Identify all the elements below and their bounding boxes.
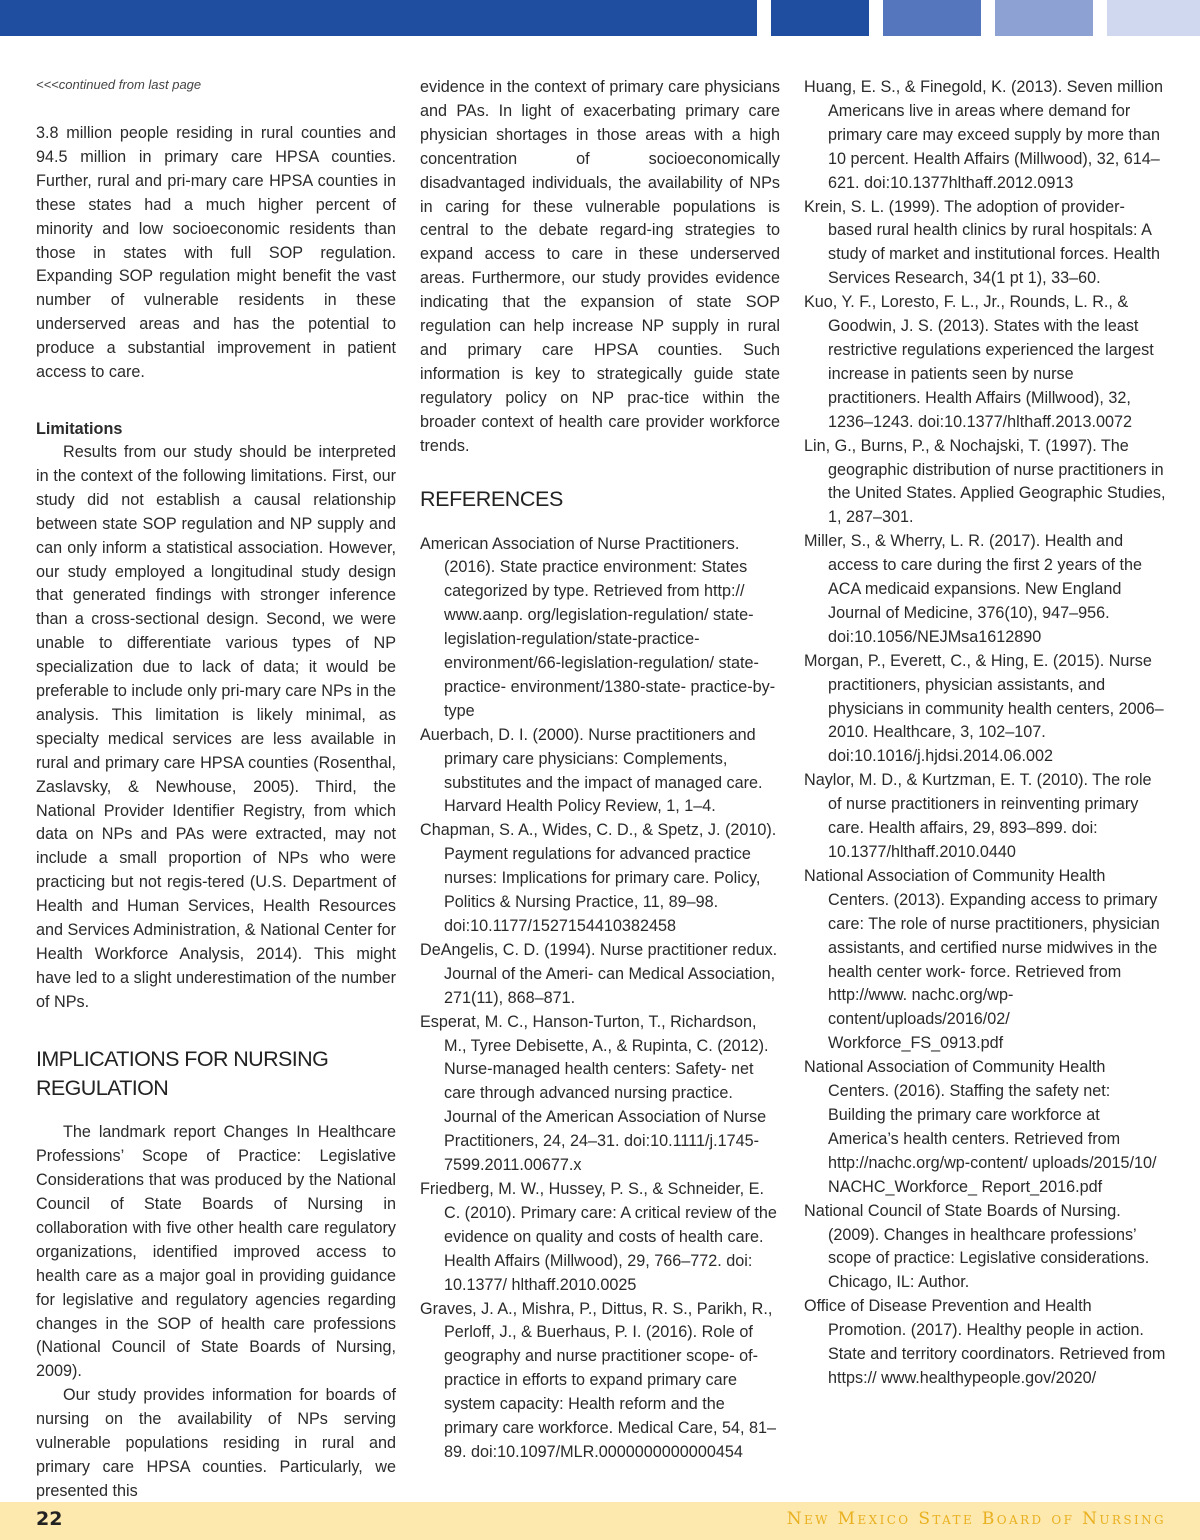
reference-entry: Graves, J. A., Mishra, P., Dittus, R. S., Parikh, R., Perloff, J., & Buerhaus, P. I. (2016). Role of geography and nurse practitioner scope- of-practice in efforts to expand primary care system capacity: Health reform and the primary care workforce. Medical Care, 54, 81–89. doi:10.1097/MLR.0000000000000454 xyxy=(420,1299,776,1461)
reference-entry: DeAngelis, C. D. (1994). Nurse practitioner redux. Journal of the Ameri- can Medical Association, 271(11), 868–871. xyxy=(420,940,778,1007)
reference-entry: Lin, G., Burns, P., & Nochajski, T. (1997). The geographic distribution of nurse practitioners in the United States. Applied Geographic Studies, 1, 287–301. xyxy=(804,436,1166,527)
reference-entry: Krein, S. L. (1999). The adoption of provider- based rural health clinics by rural hospitals: A study of market and institutional forces. Health Services Research, 34(1 pt 1), 33–60. xyxy=(804,197,1161,288)
publication-name: New Mexico State Board of Nursing xyxy=(786,1509,1166,1529)
reference-entry: Chapman, S. A., Wides, C. D., & Spetz, J. (2010). Payment regulations for advanced practice nurses: Implications for primary care. Policy, Politics & Nursing Practice, 11, 89–98. doi:10.1177/1527154410382458 xyxy=(420,821,777,935)
reference-entry: Office of Disease Prevention and Health Promotion. (2017). Healthy people in action. State and territory coordinators. Retrieved from https:// www.healthypeople.gov/2020/ xyxy=(804,1297,1166,1387)
column-middle xyxy=(420,76,780,1465)
header-color-band xyxy=(0,0,1200,36)
header-band-segment xyxy=(995,0,1093,36)
reference-entry: Morgan, P., Everett, C., & Hing, E. (2015). Nurse practitioners, physician assistants, and physicians in community health centers, 2006– 2010. Healthcare, 3, 102–107. doi:10.1016/j.hjdsi.2014.06.002 xyxy=(804,651,1164,766)
column-right xyxy=(804,76,1166,1391)
page-footer xyxy=(0,1502,1200,1540)
reference-entry: National Association of Community Health Centers. (2013). Expanding access to primary care: The role of nurse practitioners, physician assistants, and certified nurse midwives in the health center work- force. Retrieved from http://www. nachc.org/wp-content/uploads/2016/02/ Workforce_FS_0913.pdf xyxy=(804,866,1160,1053)
references-heading: REFERENCES xyxy=(420,486,563,511)
intro-paragraph: 3.8 million people residing in rural counties and 94.5 million in primary care HPSA counties. Further, rural and pri-mary care HPSA counties in these states had a much higher percent of minority and low socioeconomic residents than those in states with full SOP regulation. Expanding SOP regulation might benefit the vast number of vulnerable residents in these underserved areas and has the potential to produce a substantial improvement in patient access to care. xyxy=(36,124,396,382)
column-left xyxy=(36,76,396,1504)
continued-note: <<<continued from last page xyxy=(36,77,202,92)
reference-entry: Huang, E. S., & Finegold, K. (2013). Seven million Americans live in areas where demand for primary care may exceed supply by more than 10 percent. Health Affairs (Millwood), 32, 614–621. doi:10.1377hlthaff.2012.0913 xyxy=(804,78,1164,192)
header-band-segment xyxy=(883,0,981,36)
header-band-segment xyxy=(1107,0,1200,36)
continuation-paragraph: evidence in the context of primary care physicians and PAs. In light of exacerbating primary care physician shortages in those areas with a high concentration of socioeconomically disadvantaged individuals, the availability of NPs in caring for these vulnerable populations is central to the debate regard-ing strategies to expand access to care in these underserved areas. Furthermore, our study provides evidence indicating that the expansion of state SOP regulation can help increase NP supply in rural and primary care HPSA counties. Such information is key to strategically guide state regulatory policy on NP prac-tice within the broader context of health care provider workforce trends. xyxy=(420,78,780,455)
header-band-segment xyxy=(771,0,869,36)
page-number: 22 xyxy=(36,1508,63,1530)
implications-paragraph: Our study provides information for boards of nursing on the availability of NPs serving vulnerable populations residing in rural and primary care HPSA counties. Particularly, we presented this xyxy=(36,1386,396,1500)
reference-entry: Miller, S., & Wherry, L. R. (2017). Health and access to care during the first 2 years of the ACA medicaid expansions. New England Journal of Medicine, 376(10), 947–956. doi:10.1056/NEJMsa1612890 xyxy=(804,532,1143,646)
implications-heading: IMPLICATIONS FOR NURSING REGULATION xyxy=(36,1046,329,1100)
limitations-paragraph: Results from our study should be interpreted in the context of the following limitations. First, our study did not establish a causal relationship between state SOP regulation and NP supply and can only inform a statistical association. However, our study employed a longitudinal study design that generated findings with stronger inference than a cross-sectional design. Second, we were unable to differentiate various types of NP specialization due to lack of data; it would be preferable to include only pri-mary care NPs in the analysis. This limitation is likely minimal, as specialty medical services are less available in rural and primary care HPSA counties (Rosenthal, Zaslavsky, & Newhouse, 2005). Third, the National Provider Identifier Registry, from which data on NPs and PAs were extracted, may not include a small proportion of NPs who were practicing but not regis-tered (U.S. Department of Health and Human Services, Health Resources and Services Administration, & National Center for Health Workforce Analysis, 2014). This might have led to a slight underestimation of the number of NPs. xyxy=(36,442,396,1011)
header-band-segment xyxy=(0,0,757,36)
implications-paragraph: The landmark report Changes In Healthcare Professions’ Scope of Practice: Legislative Considerations that was produced by the National Council of State Boards of Nursing in collaboration with five other health care regulatory organizations, identified improved access to health care as a major goal in providing guidance for legislative and regulatory agencies regarding changes in the SOP of health care professions (National Council of State Boards of Nursing, 2009). xyxy=(36,1123,396,1381)
reference-entry: National Council of State Boards of Nursing. (2009). Changes in healthcare professions’ scope of practice: Legislative considerations. Chicago, IL: Author. xyxy=(804,1201,1150,1292)
reference-entry: Auerbach, D. I. (2000). Nurse practitioners and primary care physicians: Complements, substitutes and the impact of managed care. Harvard Health Policy Review, 1, 1–4. xyxy=(420,725,763,816)
reference-entry: Friedberg, M. W., Hussey, P. S., & Schneider, E. C. (2010). Primary care: A critical review of the evidence on quality and costs of health care. Health Affairs (Millwood), 29, 766–772. doi: 10.1377/ hlthaff.2010.0025 xyxy=(420,1179,777,1294)
reference-entry: Esperat, M. C., Hanson-Turton, T., Richardson, M., Tyree Debisette, A., & Rupinta, C. (2012). Nurse-managed health centers: Safety- net care through advanced nursing practice. Journal of the American Association of Nurse Practitioners, 24, 24–31. doi:10.1111/j.1745-7599.2011.00677.x xyxy=(420,1012,769,1175)
reference-entry: American Association of Nurse Practitioners. (2016). State practice environment: States categorized by type. Retrieved from http:// www.aanp. org/legislation-regulation/ state-legislation-regulation/state-practice- environment/66-legislation-regulation/ state-practice- environment/1380-state- practice-by-type xyxy=(420,534,776,720)
reference-entry: Naylor, M. D., & Kurtzman, E. T. (2010). The role of nurse practitioners in reinventing primary care. Health affairs, 29, 893–899. doi: 10.1377/hlthaff.2010.0440 xyxy=(804,771,1152,861)
limitations-heading: Limitations xyxy=(36,419,123,438)
reference-entry: Kuo, Y. F., Loresto, F. L., Jr., Rounds, L. R., & Goodwin, J. S. (2013). States with the least restrictive regulations experienced the largest increase in patients seen by nurse practitioners. Health Affairs (Millwood), 32, 1236–1243. doi:10.1377/hlthaff.2013.0072 xyxy=(804,293,1154,431)
reference-entry: National Association of Community Health Centers. (2016). Staffing the safety net: Building the primary care workforce at America’s health centers. Retrieved from http://nachc.org/wp-content/ uploads/2015/10/ NACHC_Workforce_ Report_2016.pdf xyxy=(804,1058,1157,1196)
